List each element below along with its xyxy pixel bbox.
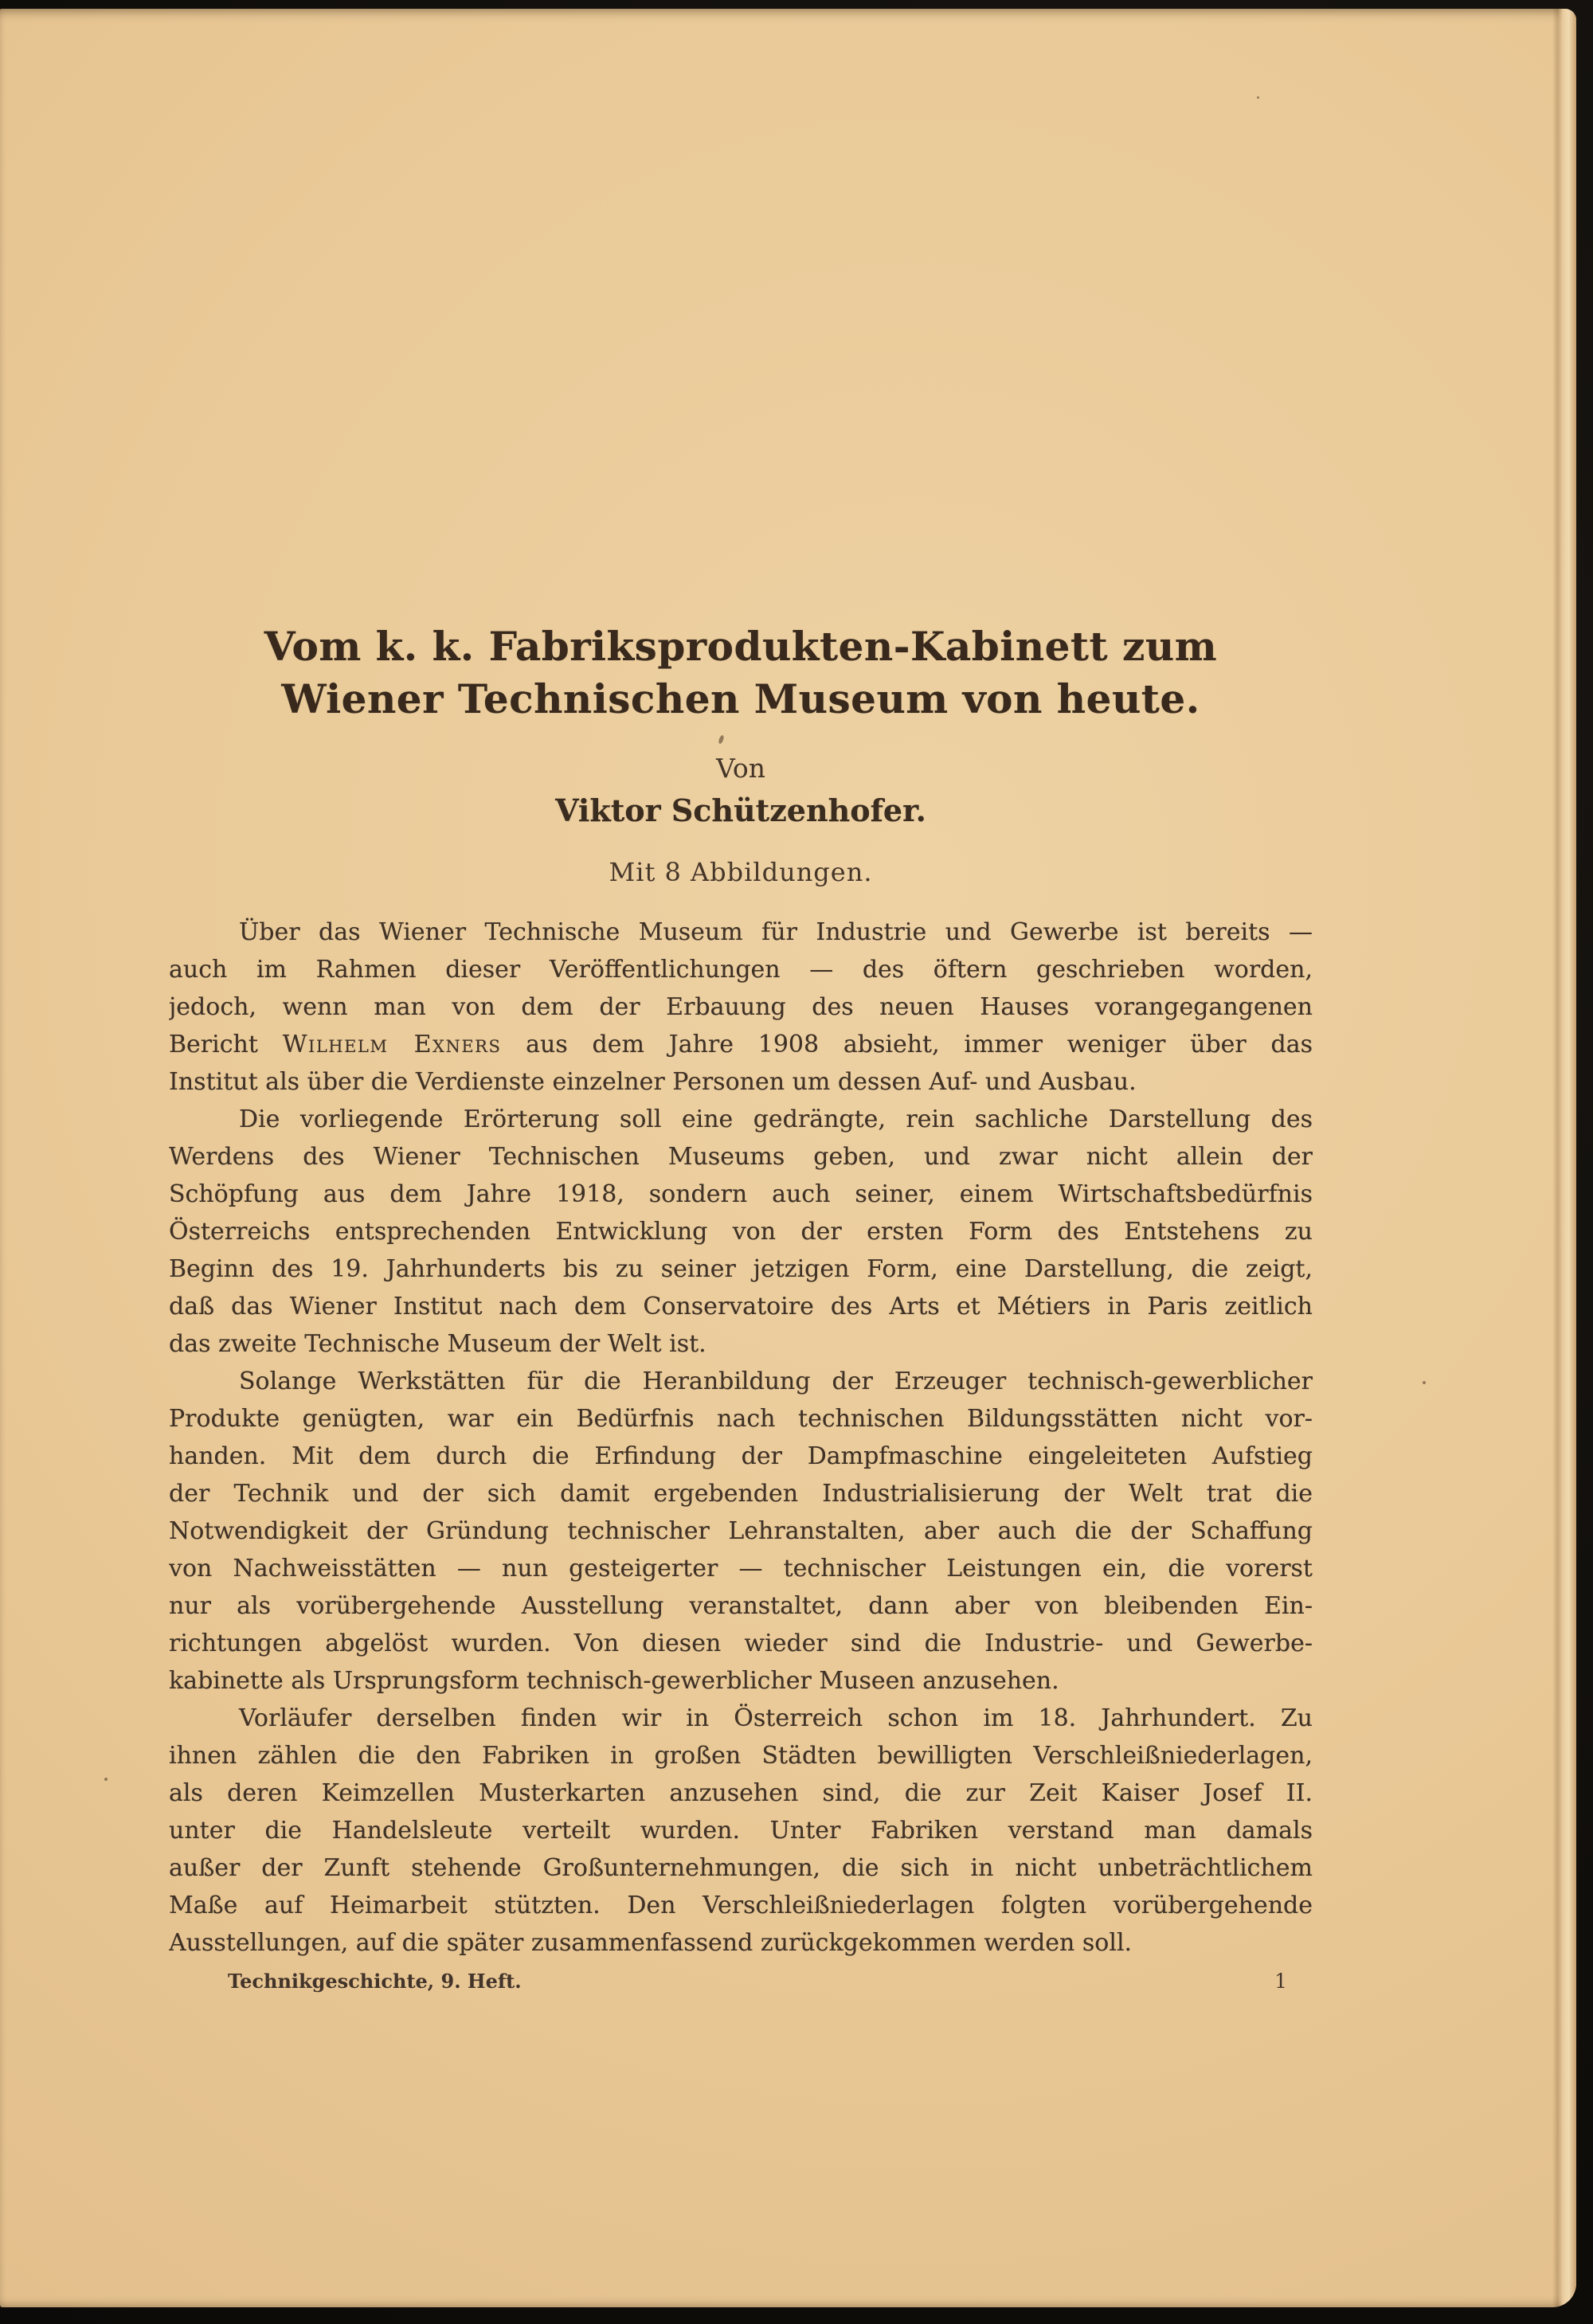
text-line: von Nachweisstätten — nun gesteigerter — technischer Leistungen ein, die vorerst bbox=[169, 1555, 1313, 1583]
scan-speck bbox=[104, 1778, 108, 1781]
scan-speck bbox=[1257, 96, 1259, 99]
text-line: außer der Zunft stehende Großunternehmungen, die sich in nicht unbeträchtlichem bbox=[169, 1854, 1313, 1882]
page-footer bbox=[169, 1970, 1313, 1993]
book-page bbox=[0, 9, 1576, 2307]
text-line: Ausstellungen, auf die später zusammenfassend zurückgekommen werden soll. bbox=[169, 1929, 1133, 1957]
journal-imprint: Technikgeschichte, 9. Heft. bbox=[228, 1970, 522, 1993]
text-line: Österreichs entsprechenden Entwicklung von der ersten Form des Entstehens zu bbox=[169, 1218, 1313, 1246]
text-line: richtungen abgelöst wurden. Von diesen wieder sind die Industrie- und Gewerbe- bbox=[169, 1630, 1313, 1657]
byline-label: Von bbox=[716, 753, 765, 784]
text-line: Solange Werkstätten für die Heranbildung der Erzeuger technisch-gewerblicher bbox=[239, 1367, 1313, 1395]
paragraph bbox=[169, 1700, 1313, 1962]
page-fore-edge bbox=[1552, 9, 1576, 2307]
text-line: kabinette als Ursprungsform technisch-gewerblicher Museen anzusehen. bbox=[169, 1667, 1059, 1695]
page-gutter-crease bbox=[0, 9, 57, 2307]
article-title bbox=[169, 620, 1313, 726]
text-line: Die vorliegende Erörterung soll eine gedrängte, rein sachliche Darstellung des bbox=[239, 1105, 1313, 1133]
scan-speck bbox=[1423, 1381, 1426, 1384]
article-body bbox=[169, 914, 1313, 1962]
text-line: nur als vorübergehende Ausstellung veranstaltet, dann aber von bleibenden Ein- bbox=[169, 1592, 1313, 1620]
paragraph bbox=[169, 1363, 1313, 1700]
text-line: der Technik und der sich damit ergebenden Industrialisierung der Welt trat die bbox=[169, 1480, 1313, 1508]
text-line: jedoch, wenn man von dem der Erbauung des neuen Hauses vorangegangenen bbox=[169, 993, 1313, 1021]
article-title-line2: Wiener Technischen Museum von heute. bbox=[281, 675, 1200, 722]
illustrations-note: Mit 8 Abbildungen. bbox=[609, 857, 873, 887]
text-line: handen. Mit dem durch die Erfindung der Dampfmaschine eingeleiteten Aufstieg bbox=[169, 1442, 1313, 1470]
text-line: Beginn des 19. Jahrhunderts bis zu seiner jetzigen Form, eine Darstellung, die zeigt, bbox=[169, 1255, 1313, 1283]
text-line: Werdens des Wiener Technischen Museums geben, und zwar nicht allein der bbox=[169, 1143, 1313, 1171]
text-line: Bericht Wilhelm Exners aus dem Jahre 1908 absieht, immer weniger über das bbox=[169, 1031, 1313, 1058]
text-line: das zweite Technische Museum der Welt ist. bbox=[169, 1330, 706, 1358]
small-caps-name: Wilhelm Exners bbox=[282, 1031, 502, 1058]
text-line: ihnen zählen die den Fabriken in großen Städten bewilligten Verschleißniederlagen, bbox=[169, 1742, 1313, 1770]
text-line: Schöpfung aus dem Jahre 1918, sondern auch seiner, einem Wirtschaftsbedürfnis bbox=[169, 1180, 1313, 1208]
article-title-line1: Vom k. k. Fabriksprodukten-Kabinett zum bbox=[264, 623, 1218, 670]
text-line: Maße auf Heimarbeit stützten. Den Verschleißniederlagen folgten vorübergehende bbox=[169, 1892, 1313, 1919]
author-name: Viktor Schützenhofer. bbox=[555, 792, 926, 828]
text-line: daß das Wiener Institut nach dem Conservatoire des Arts et Métiers in Paris zeitlich bbox=[169, 1293, 1313, 1320]
text-line: Vorläufer derselben finden wir in Österreich schon im 18. Jahrhundert. Zu bbox=[239, 1704, 1313, 1732]
text-line: auch im Rahmen dieser Veröffentlichungen — des öftern geschrieben worden, bbox=[169, 956, 1313, 984]
text-line: unter die Handelsleute verteilt wurden. Unter Fabriken verstand man damals bbox=[169, 1817, 1313, 1845]
paragraph bbox=[169, 1101, 1313, 1363]
paragraph bbox=[169, 914, 1313, 1101]
text-line: Produkte genügten, war ein Bedürfnis nach technischen Bildungsstätten nicht vor- bbox=[169, 1405, 1313, 1433]
text-line: als deren Keimzellen Musterkarten anzusehen sind, die zur Zeit Kaiser Josef II. bbox=[169, 1779, 1313, 1807]
text-line: Notwendigkeit der Gründung technischer Lehranstalten, aber auch die der Schaffung bbox=[169, 1517, 1313, 1545]
text-line: Institut als über die Verdienste einzelner Personen um dessen Auf- und Ausbau. bbox=[169, 1068, 1137, 1096]
page-number: 1 bbox=[1274, 1970, 1287, 1993]
text-line: Über das Wiener Technische Museum für Industrie und Gewerbe ist bereits — bbox=[239, 918, 1313, 946]
scan-speck bbox=[718, 734, 724, 744]
